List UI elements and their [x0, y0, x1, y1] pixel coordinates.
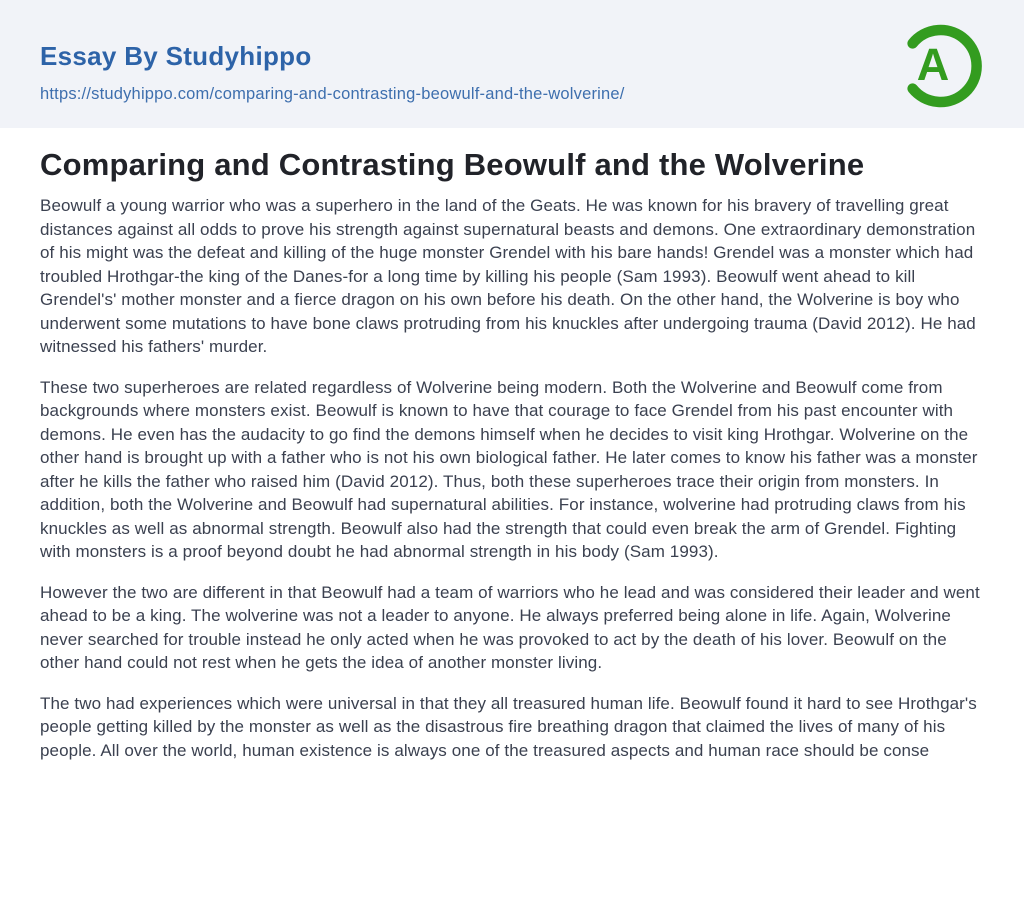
site-brand-title: Essay By Studyhippo: [40, 41, 312, 71]
essay-paragraph: The two had experiences which were universal in that they all treasured human life. Beowulf found it hard to see Hrothgar's people getting killed by the monster as well as the disastrous fire breathing dragon that claimed the lives of many of his people. All over the world, human existence is always one of the treasured aspects and human race should be conse: [40, 693, 977, 760]
essay-title: Comparing and Contrasting Beowulf and the Wolverine: [40, 147, 865, 182]
essay-paragraph: However the two are different in that Beowulf had a team of warriors who he lead and was considered their leader and went ahead to be a king. The wolverine was not a leader to anyone. He always preferred being alone in life. Again, Wolverine never searched for trouble instead he only acted when he was provoked to act by the death of his lover. Beowulf on the other hand could not rest when he gets the idea of another monster living.: [40, 582, 980, 672]
essay-article: [0, 146, 1024, 762]
essay-paragraph: Beowulf a young warrior who was a superhero in the land of the Geats. He was known for his bravery of travelling great distances against all odds to prove his strength against supernatural beasts and demons. One extraordinary demonstration of his might was the defeat and killing of the huge monster Grendel with his bare hands! Grendel was a monster which had troubled Hrothgar-the king of the Danes-for a long time by killing his people (Sam 1993). Beowulf went ahead to kill Grendel's' mother monster and a fierce dragon on his own before his death. On the other hand, the Wolverine is boy who underwent some mutations to have bone claws protruding from his knuckles after undergoing trauma (David 2012). He had witnessed his fathers' murder.: [40, 196, 976, 356]
logo-letter: A: [916, 39, 950, 90]
essay-paragraph: These two superheroes are related regardless of Wolverine being modern. Both the Wolverine and Beowulf come from backgrounds where monsters exist. Beowulf is known to have that courage to face Grendel from his past encounter with demons. He even has the audacity to go find the demons himself when he decides to visit king Hrothgar. Wolverine on the other hand is brought up with a father who is not his own biological father. He later comes to know his father was a monster after he kills the father who raised him (David 2012). Thus, both these superheroes trace their origin from monsters. In addition, both the Wolverine and Beowulf had supernatural abilities. For instance, wolverine had protruding claws from his knuckles as well as abnormal strength. Beowulf also had the strength that could even break the arm of Grendel. Fighting with monsters is a proof beyond doubt he had abnormal strength in his body (Sam 1993).: [40, 377, 978, 561]
source-url-link[interactable]: https://studyhippo.com/comparing-and-contrasting-beowulf-and-the-wolverine/: [40, 84, 625, 103]
essay-body: [40, 194, 985, 762]
page-header: [0, 0, 1024, 128]
studyhippo-logo-icon: [893, 18, 987, 112]
